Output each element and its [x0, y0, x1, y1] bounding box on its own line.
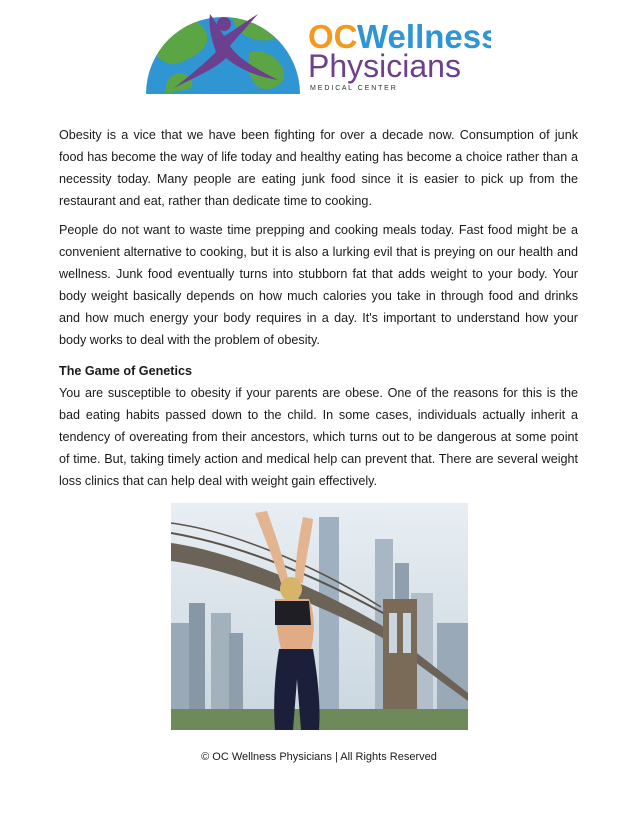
article-photo	[171, 503, 468, 730]
logo-text-physicians: Physicians	[308, 48, 461, 84]
section-heading: The Game of Genetics	[59, 364, 192, 378]
paragraph-2: People do not want to waste time prepping and cooking meals today. Fast food might be a convenient alternative to cooking, but it is also a lurking evil that is preying on our health and wellness. Junk food eventually turns into stubborn fat that adds weight to your body. Your body weight basically depends on how much calories you take in through food and drinks and how much energy your body requires in a day. It's important to understand how your body works to deal with the problem of obesity.	[59, 223, 578, 347]
section-paragraph: You are susceptible to obesity if your parents are obese. One of the reasons for this is the bad eating habits passed down to the child. In some cases, individuals actually inherit a tendency of overeating from their ancestors, which turns out to be dangerous at some point of time. But, taking timely action and medical help can prevent that. There are several weight loss clinics that can help deal with weight gain effectively.	[59, 386, 578, 488]
footer-copyright: © OC Wellness Physicians | All Rights Reserved	[201, 751, 437, 763]
article-body	[59, 124, 578, 499]
logo-text-oc: OC	[308, 18, 358, 55]
logo-text	[308, 18, 491, 92]
paragraph-1: Obesity is a vice that we have been fighting for over a decade now. Consumption of junk food has become the way of life today and healthy eating has become a choice rather than a necessity today. Many people are eating junk food since it is easier to pick up from the restaurant and eat, rather than dedicate time to cooking.	[59, 128, 578, 208]
logo-text-wellness: Wellness	[357, 18, 491, 55]
logo-text-medical-center: M E D I C A L C E N T E R	[310, 85, 396, 92]
company-logo	[146, 2, 491, 94]
